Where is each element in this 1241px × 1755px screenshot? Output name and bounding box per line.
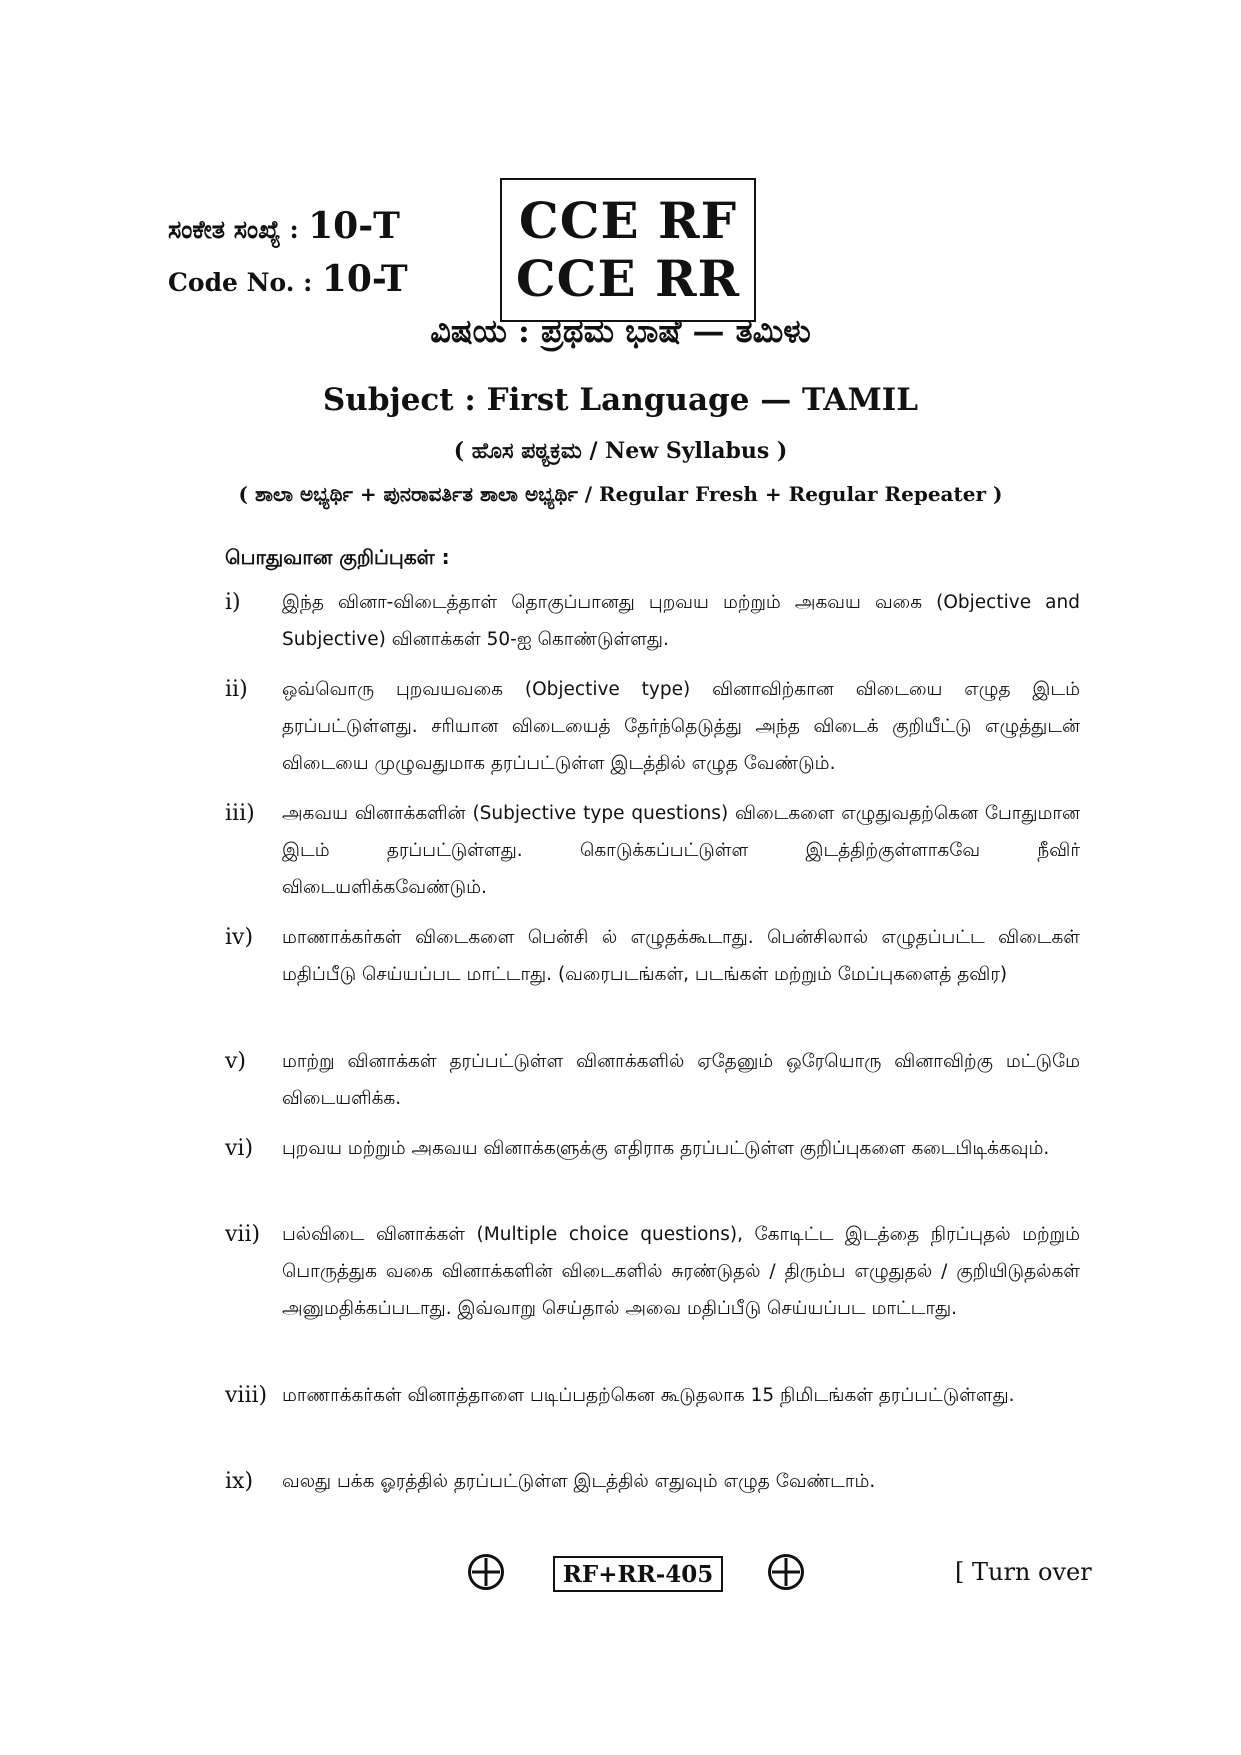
instruction-number: vii) [225, 1222, 261, 1247]
instruction-text: மாணாக்கர்கள் விடைகளை பென்சி ல் எழுதக்கூடாது. பென்சிலால் எழுதப்பட்ட விடைகள் மதிப்பீடு செய்யப்பட மாட்டாது. (வரைபடங்கள், படங்கள் மற்றும் மேப்புகளைத் தவிர) [282, 927, 1080, 985]
turn-over-note: [ Turn over [955, 1558, 1092, 1586]
instruction-text: புறவய மற்றும் அகவய வினாக்களுக்கு எதிராக தரப்பட்டுள்ள குறிப்புகளை கடைபிடிக்கவும். [282, 1138, 1050, 1159]
instruction-item [225, 1130, 1080, 1167]
instruction-number: vi) [225, 1136, 254, 1161]
syllabus-note: ( ಹೊಸ ಪಠ್ಯಕ್ರಮ / New Syllabus ) [453, 438, 788, 464]
instruction-text: அகவய வினாக்களின் (Subjective type questions) விடைகளை எழுதுவதற்கென போதுமான இடம் தரப்பட்டுள்ளது. கொடுக்கப்பட்டுள்ள இடத்திற்குள்ளாகவே நீவிர் விடையளிக்கவேண்டும். [282, 803, 1080, 898]
registration-mark-icon [767, 1553, 805, 1591]
candidate-type: ( ಶಾಲಾ ಅಭ್ಯರ್ಥಿ + ಪುನರಾವರ್ತಿತ ಶಾಲಾ ಅಭ್ಯರ್ಥಿ / Regular Fresh + Regular Repeater ) [238, 482, 1003, 506]
exam-code-line: CCE RR [515, 249, 741, 308]
instruction-text: மாற்று வினாக்கள் தரப்பட்டுள்ள வினாக்களில் ஏதேனும் ஒரேயொரு வினாவிற்கு மட்டுமே விடையளிக்க. [282, 1051, 1080, 1109]
instruction-number: i) [225, 590, 241, 615]
instruction-text: வலது பக்க ஓரத்தில் தரப்பட்டுள்ள இடத்தில் எதுவும் எழுத வேண்டாம். [282, 1471, 876, 1492]
code-number-english [168, 258, 408, 300]
instruction-item [225, 1463, 1080, 1500]
instruction-item [225, 1216, 1080, 1327]
instruction-item [225, 671, 1080, 782]
instruction-item [225, 795, 1080, 906]
instruction-text: பல்விடை வினாக்கள் (Multiple choice questions), கோடிட்ட இடத்தை நிரப்புதல் மற்றும் பொருத்துக வகை வினாக்களின் விடைகளில் சுரண்டுதல் / திரும்ப எழுதுதல் / குறியிடுதல்கள் அனுமதிக்கப்படாது. இவ்வாறு செய்தால் அவை மதிப்பீடு செய்யப்பட மாட்டாது. [282, 1224, 1080, 1319]
code-label-kannada: ಸಂಕೇತ ಸಂಖ್ಯೆ : [168, 215, 299, 244]
paper-code: RF+RR-405 [553, 1556, 723, 1592]
instructions-heading: பொதுவான குறிப்புகள் : [225, 545, 450, 569]
instruction-item [225, 1043, 1080, 1117]
exam-code-box [500, 178, 756, 322]
instruction-text: இந்த வினா-விடைத்தாள் தொகுப்பானது புறவய மற்றும் அகவய வகை (Objective and Subjective) வினாக்கள் 50-ஐ கொண்டுள்ளது. [282, 592, 1080, 650]
subject-kannada: ವಿಷಯ : ಪ್ರಥಮ ಭಾಷೆ — ತಮಿಳು [430, 312, 811, 350]
instruction-text: ஒவ்வொரு புறவயவகை (Objective type) வினாவிற்கான விடையை எழுத இடம் தரப்பட்டுள்ளது. சரியான விடையைத் தேர்ந்தெடுத்து அந்த விடைக் குறியீட்டு எழுத்துடன் விடையை முழுவதுமாக தரப்பட்டுள்ள இடத்தில் எழுத வேண்டும். [282, 679, 1080, 774]
subject-title: Subject : First Language — TAMIL [322, 382, 919, 418]
code-number-kannada [168, 205, 400, 247]
instruction-item [225, 919, 1080, 993]
registration-mark-icon [467, 1553, 505, 1591]
instruction-item [225, 584, 1080, 658]
instruction-number: iii) [225, 801, 255, 826]
instruction-number: viii) [225, 1383, 268, 1408]
instruction-number: iv) [225, 925, 254, 950]
exam-code-line: CCE RF [518, 191, 738, 250]
instruction-text: மாணாக்கர்கள் வினாத்தாளை படிப்பதற்கென கூடுதலாக 15 நிமிடங்கள் தரப்பட்டுள்ளது. [282, 1385, 1015, 1406]
instruction-number: ii) [225, 677, 248, 702]
instruction-number: v) [225, 1049, 247, 1074]
instruction-number: ix) [225, 1469, 254, 1494]
instruction-item [225, 1377, 1080, 1414]
code-label-english: Code No. : [168, 268, 313, 297]
code-value: 10-T [308, 205, 400, 247]
code-value: 10-T [321, 258, 408, 300]
